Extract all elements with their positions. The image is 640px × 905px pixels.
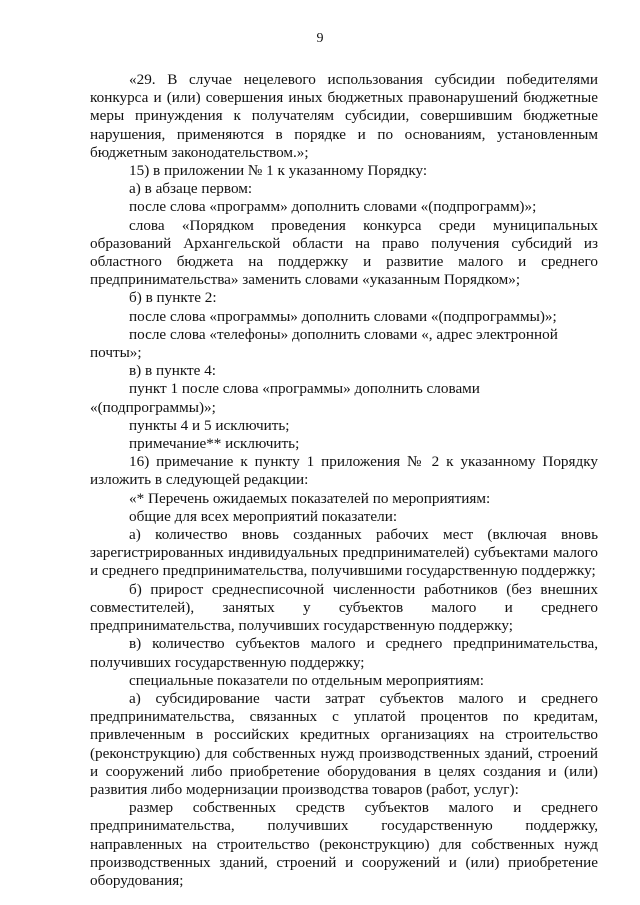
page-number: 9 (316, 31, 324, 46)
paragraph: «* Перечень ожидаемых показателей по мероприятиям: (129, 489, 491, 507)
paragraph: пункты 4 и 5 исключить; (129, 416, 290, 434)
paragraph: размер собственных средств субъектов малого и среднего предпринимательства, получивших государственную поддержку, направленных на строительство (реконструкцию) для собственных нужд производственных зданий, строений и сооружений и (или) приобретение оборудования; (90, 799, 598, 889)
paragraph: после слова «программ» дополнить словами «(подпрограмм)»; (129, 198, 537, 216)
paragraph: в) количество субъектов малого и среднего предпринимательства, получивших государственную поддержку; (90, 635, 598, 671)
paragraph: а) в абзаце первом: (129, 180, 253, 198)
document-body (90, 71, 598, 890)
paragraph: после слова «программы» дополнить словами «(подпрограммы)»; (129, 307, 557, 325)
paragraph: 15) в приложении № 1 к указанному Порядку: (129, 162, 428, 180)
paragraph: специальные показатели по отдельным мероприятиям: (129, 671, 484, 689)
paragraph: а) субсидирование части затрат субъектов малого и среднего предпринимательства, связанных с уплатой процентов по кредитам, привлеченным в российских кредитных организациях на строительство (реконструкцию) для собственных нужд производственных зданий, строений и сооружений либо приобретение оборудования в целях создания и (или) развития либо модернизации производства товаров (работ, услуг): (90, 689, 598, 798)
paragraph: б) прирост среднесписочной численности работников (без внешних совместителей), занятых у субъектов малого и среднего предпринимательства, получивших государственную поддержку; (90, 580, 598, 635)
paragraph: «29. В случае нецелевого использования субсидии победителями конкурса и (или) совершения иных бюджетных правонарушений бюджетные меры принуждения к получателям субсидии, совершившим бюджетные нарушения, применяются в порядке и по основаниям, установленным бюджетным законодательством.»; (90, 71, 598, 161)
paragraph: б) в пункте 2: (129, 289, 217, 307)
paragraph: после слова «телефоны» дополнить словами «, адрес электронной почты»; (90, 325, 558, 362)
paragraph: в) в пункте 4: (129, 362, 217, 380)
paragraph: пункт 1 после слова «программы» дополнить словами «(подпрограммы)»; (90, 380, 480, 416)
paragraph: а) количество вновь созданных рабочих мест (включая вновь зарегистрированных индивидуальных предпринимателей) субъектами малого и среднего предпринимательства, получившими государственную поддержку; (90, 526, 598, 580)
paragraph: слова «Порядком проведения конкурса среди муниципальных образований Архангельской области на право получения субсидий из областного бюджета на поддержку и развитие малого и среднего предпринимательства» заменить словами «указанным Порядком»; (90, 216, 598, 289)
paragraph: общие для всех мероприятий показатели: (129, 507, 398, 525)
paragraph: 16) примечание к пункту 1 приложения № 2 к указанному Порядку изложить в следующей редакции: (90, 453, 598, 489)
paragraph: примечание** исключить; (129, 435, 300, 453)
